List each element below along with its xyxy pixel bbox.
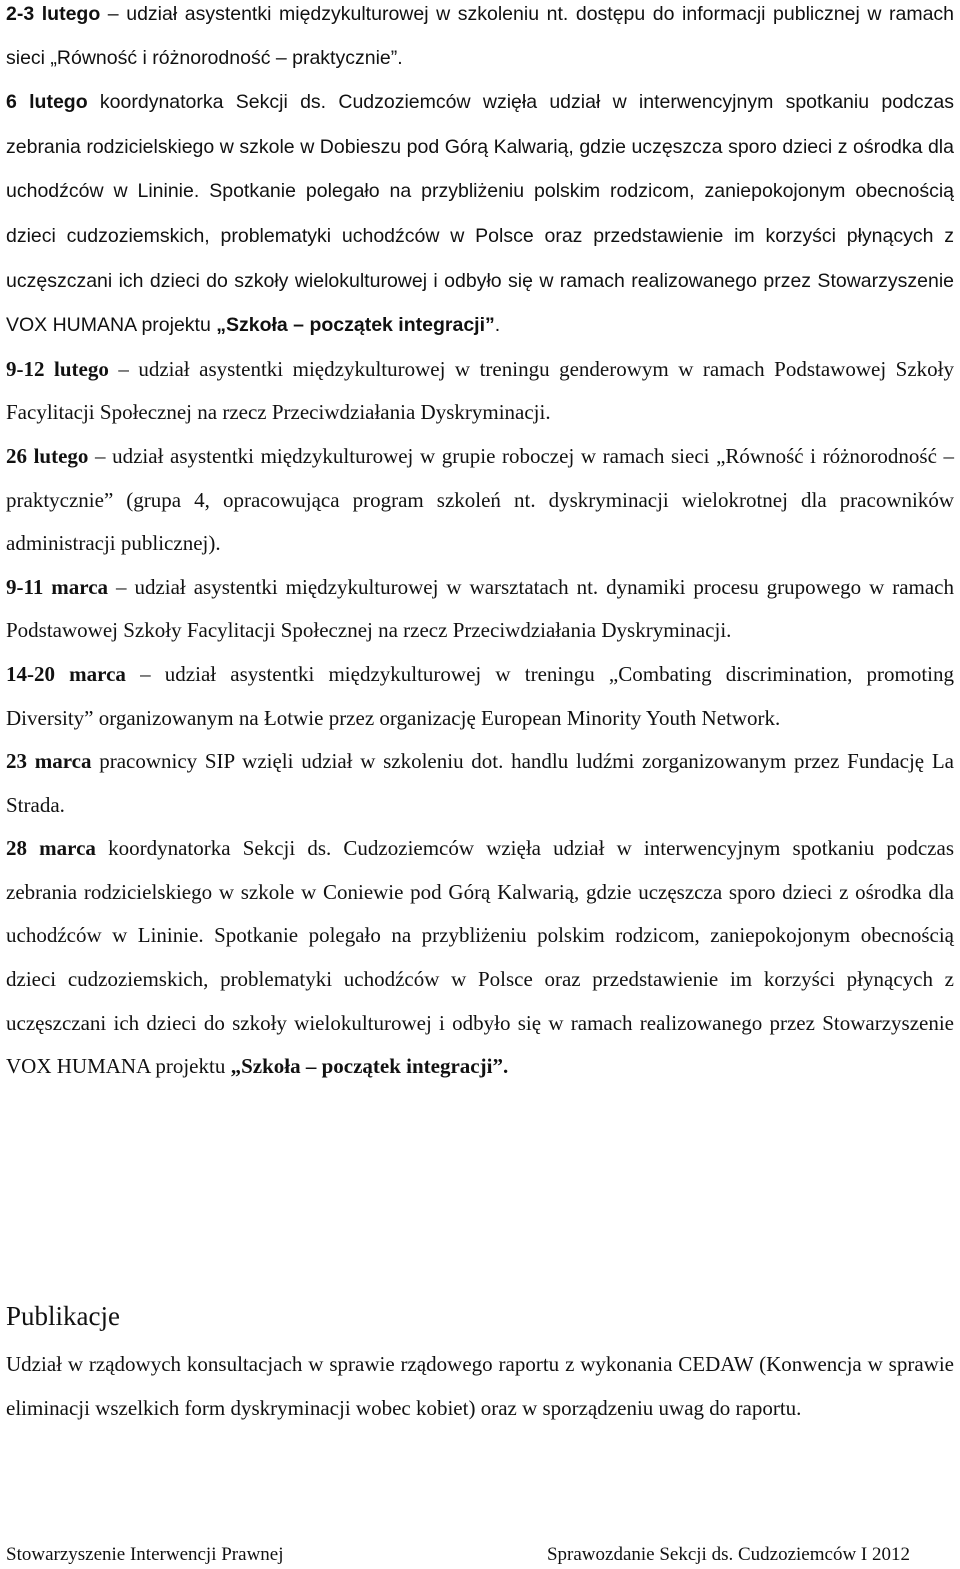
footer-report-title: Sprawozdanie Sekcji ds. Cudzoziemców I 2012 [546, 1544, 910, 1565]
entry-6-lutego [6, 80, 954, 348]
entry-date: 9-11 marca [6, 574, 109, 599]
entry-text: pracownicy SIP wzięli udział w szkoleniu dot. handlu ludźmi zorganizowanym przez Fundację La Strada. [6, 749, 954, 817]
entry-text: – udział asystentki międzykulturowej w szkoleniu nt. dostępu do informacji publicznej w ramach sieci „Równość i różnorodność – praktycznie”. [6, 3, 955, 69]
entry-28-marca [6, 827, 954, 1089]
entry-end: . [494, 314, 501, 337]
entry-26-lutego [6, 435, 954, 566]
entry-9-11-marca [6, 566, 954, 653]
entry-14-20-marca [6, 653, 954, 740]
entry-project-name: „Szkoła – początek integracji” [216, 314, 495, 337]
entry-2-3-lutego [6, 0, 954, 80]
entry-date: 6 lutego [6, 91, 88, 114]
entry-text: – udział asystentki międzykulturowej w treningu „Combating discrimination, promoting Diversity” organizowanym na Łotwie przez organizację European Minority Youth Network. [6, 661, 954, 730]
entry-date: 23 marca [6, 749, 92, 774]
footer-organization: Stowarzyszenie Interwencji Prawnej [6, 1544, 284, 1565]
entry-text: – udział asystentki międzykulturowej w treningu genderowym w ramach Podstawowej Szkoły Facylitacji Społecznej na rzecz Przeciwdziałania Dyskryminacji. [6, 356, 954, 425]
entry-9-12-lutego [6, 348, 954, 435]
entry-text: koordynatorka Sekcji ds. Cudzoziemców wzięła udział w interwencyjnym spotkaniu podczas zebrania rodzicielskiego w szkole w Coniewie pod Górą Kalwarią, gdzie uczęszcza sporo dzieci z ośrodka dla uchodźców w Lininie. Spotkanie polegało na przybliżeniu polskim rodzicom, zaniepokojonym obecnością dzieci cudzoziemskich, problematyki uchodźców w Polsce oraz przedstawienie im korzyści płynących z uczęszczani ich dzieci do szkoły wielokulturowej i odbyło się w ramach realizowanego przez Stowarzyszenie VOX HUMANA projektu [6, 836, 954, 1079]
entry-date: 2-3 lutego [6, 3, 101, 25]
entry-date: 28 marca [6, 836, 96, 861]
entry-text: – udział asystentki międzykulturowej w grupie roboczej w ramach sieci „Równość i różnorodność – praktycznie” (grupa 4, opracowująca program szkoleń nt. dyskryminacji wielokrotnej dla pracowników administracji publicznej). [6, 443, 954, 556]
entry-23-marca [6, 740, 954, 827]
entry-date: 14-20 marca [6, 661, 126, 686]
section-heading-publikacje: Publikacje [6, 1301, 120, 1331]
entry-project-name: „Szkoła – początek integracji”. [230, 1054, 509, 1079]
entry-text: – udział asystentki międzykulturowej w warsztatach nt. dynamiki procesu grupowego w ramach Podstawowej Szkoły Facylitacji Społecznej na rzecz Przeciwdziałania Dyskryminacji. [6, 574, 954, 643]
section-text-publikacje: Udział w rządowych konsultacjach w sprawie rządowego raportu z wykonania CEDAW (Konwencja w sprawie eliminacji wszelkich form dyskryminacji wobec kobiet) oraz w sporządzeniu uwag do raportu. [6, 1352, 954, 1420]
page-footer [6, 1542, 910, 1568]
entry-date: 26 lutego [6, 443, 89, 468]
entry-text-continued: Spotkanie polegało na przybliżeniu polskim rodzicom, zaniepokojonym obecnością dzieci cudzoziemskich, problematyki uchodźców w Polsce oraz przedstawienie im korzyści płynących z uczęszczani ich dzieci do szkoły wielokulturowej i odbyło się w ramach realizowanego przez Stowarzyszenie VOX HUMANA projektu [6, 180, 954, 337]
entry-text: koordynatorka Sekcji ds. Cudzoziemców wzięła udział w interwencyjnym spotkaniu podczas zebrania rodzicielskiego w szkole w Dobieszu pod Górą Kalwarią, gdzie uczęszcza sporo dzieci z ośrodka dla uchodźców w Lininie. [6, 91, 954, 203]
document-body [6, 0, 954, 1089]
entry-date: 9-12 lutego [6, 356, 109, 381]
